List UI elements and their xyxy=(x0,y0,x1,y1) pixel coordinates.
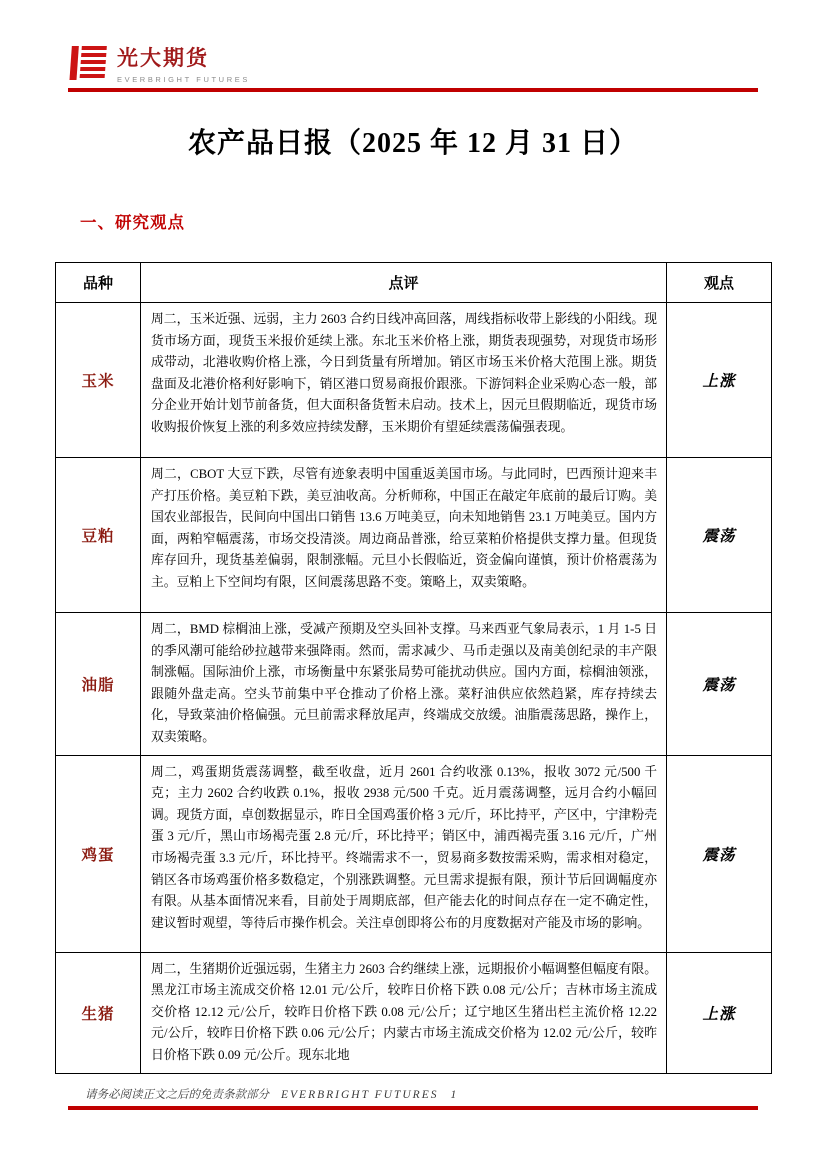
everbright-logo xyxy=(68,44,758,84)
view-label: 上涨 xyxy=(667,303,772,458)
comment-text: 周二，鸡蛋期货震荡调整，截至收盘，近月 2601 合约收涨 0.13%，报收 3072 元/500 千克；主力 2602 合约收跌 0.1%，报收 2938 元/500 千克。近月震荡调整，远月合约小幅回调。现货方面，卓创数据显示，昨日全国鸡蛋价格 3 元/斤，环比持平，产区中，宁津粉壳蛋 3 元/斤，黑山市场褐壳蛋 2.8 元/斤，环比持平；销区中，浦西褐壳蛋 3.16 元/斤，广州市场褐壳蛋 3.3 元/斤，环比持平。终端需求不一，贸易商多数按需采购，需求相对稳定，销区各市场鸡蛋价格多数稳定，个别涨跌调整。元旦需求提振有限，预计节后回调幅度亦有限。从基本面情况来看，目前处于周期底部，但产能去化的时间点存在一定不确定性，建议暂时观望，等待后市操作机会。关注卓创即将公布的月度数据对产能及市场的影响。 xyxy=(141,755,667,952)
comment-text: 周二，BMD 棕榈油上涨，受减产预期及空头回补支撑。马来西亚气象局表示，1 月 1-5 日的季风潮可能给砂拉越带来强降雨。然而，需求减少、马币走强以及南美创纪录的丰产限制涨幅。国际油价上涨，市场衡量中东紧张局势可能扰动供应。国内方面，棕榈油领涨，跟随外盘走高。空头节前集中平仓推动了价格上涨。菜籽油供应依然趋紧，库存持续去化，导致菜油价格偏强。元旦前需求释放尾声，终端成交放缓。油脂震荡思路，操作上，双卖策略。 xyxy=(141,613,667,756)
variety-label: 油脂 xyxy=(56,613,141,756)
logo-company-name: 光大期货 xyxy=(117,47,209,70)
logo-company-subtitle: EVERBRIGHT FUTURES xyxy=(117,75,250,84)
view-label: 震荡 xyxy=(667,458,772,613)
section-heading-research-views: 一、研究观点 xyxy=(80,213,185,232)
page-title: 农产品日报（2025 年 12 月 31 日） xyxy=(187,128,638,159)
footer-disclaimer: 请务必阅读正文之后的免责条款部分 xyxy=(85,1089,269,1101)
footer-brand: EVERBRIGHT FUTURES xyxy=(281,1089,439,1101)
variety-label: 鸡蛋 xyxy=(56,755,141,952)
table-row-soybean-meal xyxy=(56,458,772,613)
variety-label: 豆粕 xyxy=(56,458,141,613)
column-header-variety: 品种 xyxy=(56,263,141,303)
research-views-table-wrap xyxy=(55,262,771,1074)
comment-text: 周二，玉米近强、远弱，主力 2603 合约日线冲高回落，周线指标收带上影线的小阳线。现货市场方面，现货玉米报价延续上涨。东北玉米价格上涨，期货表现强势，对现货市场形成带动，北港收购价格上涨，今日到货量有所增加。销区市场玉米价格大范围上涨。期货盘面及北港价格利好影响下，销区港口贸易商报价跟涨。下游饲料企业采购心态一般，部分企业开始计划节前备货，但大面积备货暂未启动。技术上，因元旦假期临近，现货市场收购报价恢复上涨的利多效应持续发酵，玉米期价有望延续震荡偏强表现。 xyxy=(141,303,667,458)
column-header-comment: 点评 xyxy=(141,263,667,303)
table-header-row xyxy=(56,263,772,303)
report-header xyxy=(68,44,758,84)
table-row-hogs xyxy=(56,952,772,1073)
table-row-corn xyxy=(56,303,772,458)
header-divider-line xyxy=(68,88,758,92)
variety-label: 生猪 xyxy=(56,952,141,1073)
footer-page-number: 1 xyxy=(450,1089,457,1101)
comment-text: 周二，CBOT 大豆下跌，尽管有迹象表明中国重返美国市场。与此同时，巴西预计迎来丰产打压价格。美豆粕下跌，美豆油收高。分析师称，中国正在敲定年底前的最后订购。美国农业部报告，民间向中国出口销售 13.6 万吨美豆，向未知地销售 23.1 万吨美豆。国内方面，两粕窄幅震荡，市场交投清淡。周边商品普涨，给豆菜粕价格提供支撑力量。但现货库存回升，现货基差偏弱，限制涨幅。元旦小长假临近，资金偏向谨慎，预计价格震荡为主。豆粕上下空间均有限，区间震荡思路不变。策略上，双卖策略。 xyxy=(141,458,667,613)
comment-text: 周二，生猪期价近强远弱，生猪主力 2603 合约继续上涨，远期报价小幅调整但幅度有限。黑龙江市场主流成交价格 12.01 元/公斤，较昨日价格下跌 0.08 元/公斤；吉林市场主流成交价格 12.12 元/公斤，较昨日价格下跌 0.08 元/公斤；辽宁地区生猪出栏主流价格 12.22 元/公斤，较昨日价格下跌 0.06 元/公斤；内蒙古市场主流成交价格为 12.02 元/公斤，较昨日价格下跌 0.09 元/公斤。现东北地 xyxy=(141,952,667,1073)
table-row-oils xyxy=(56,613,772,756)
variety-label: 玉米 xyxy=(56,303,141,458)
view-label: 上涨 xyxy=(667,952,772,1073)
table-row-eggs xyxy=(56,755,772,952)
column-header-view: 观点 xyxy=(667,263,772,303)
logo-text-block xyxy=(117,44,250,84)
view-label: 震荡 xyxy=(667,613,772,756)
research-views-table xyxy=(55,262,772,1074)
view-label: 震荡 xyxy=(667,755,772,952)
footer-divider-line xyxy=(68,1106,758,1110)
everbright-logo-icon xyxy=(68,44,108,82)
page-footer xyxy=(85,1086,745,1102)
